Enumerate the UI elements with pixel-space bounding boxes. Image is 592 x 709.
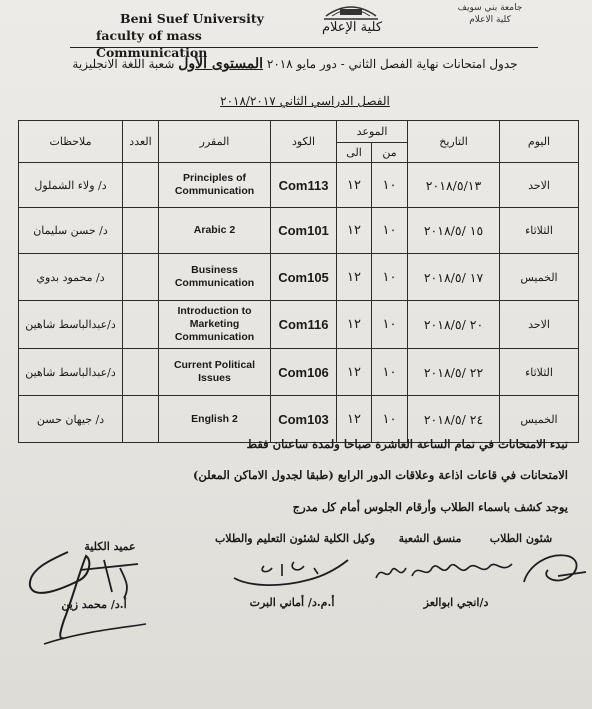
table-row (19, 163, 579, 208)
document-title (40, 56, 550, 72)
header-date: التاريخ (408, 121, 500, 163)
header-course: المقرر (159, 121, 271, 163)
exam-time-note: تبدء الامتحانات في تمام الساعة العاشرة صباحا ولمدة ساعتان فقط (246, 437, 568, 451)
coordinator-signature-icon (372, 556, 522, 586)
code-cell: Com105 (271, 253, 337, 301)
code-cell: Com106 (271, 348, 337, 396)
university-name-ar (440, 2, 540, 26)
notes-cell: د/ ولاء الشملول (19, 163, 123, 208)
university-name-en (96, 10, 286, 61)
college-name-ar: كلية الإعلام (321, 20, 383, 35)
day-cell: الاحد (500, 163, 579, 208)
vice-dean-title: وكيل الكلية لشئون التعليم والطلاب (214, 532, 376, 545)
notes-cell: د/ حسن سليمان (19, 208, 123, 253)
course-cell: Business Communication (159, 253, 271, 301)
to-cell: ١٢ (337, 208, 372, 253)
course-cell: Principles of Communication (159, 163, 271, 208)
to-cell: ١٢ (337, 163, 372, 208)
exam-location-note: الامتحانات في قاعات اذاعة وعلاقات الدور الرابع (طبقا لجدول الاماكن المعلن) (192, 468, 568, 482)
header-notes: ملاحظات (19, 121, 123, 163)
code-cell: Com103 (271, 396, 337, 443)
header-from: من (372, 143, 408, 163)
day-cell: الثلاثاء (500, 208, 579, 253)
count-cell (123, 348, 159, 396)
document-subtitle: الفصل الدراسي الثاني ٢٠١٨/٢٠١٧ (220, 94, 390, 108)
from-cell: ١٠ (372, 253, 408, 301)
university-ar-line1: جامعة بني سويف (457, 3, 523, 13)
count-cell (123, 208, 159, 253)
from-cell: ١٠ (372, 348, 408, 396)
from-cell: ١٠ (372, 163, 408, 208)
dean-name: أ.د/ محمد زين (61, 598, 127, 611)
faculty-logo-icon (320, 0, 382, 22)
table-row (19, 396, 579, 443)
to-cell: ١٢ (337, 396, 372, 443)
day-cell: الاحد (500, 301, 579, 349)
from-cell: ١٠ (372, 396, 408, 443)
vice-dean-name: أ.م.د/ أماني البرت (249, 596, 335, 609)
day-cell: الخميس (500, 253, 579, 301)
notes-cell: د/ جيهان حسن (19, 396, 123, 443)
header-divider (70, 47, 538, 48)
university-ar-line2: كلية الاعلام (469, 15, 511, 25)
date-cell: ٢٠ /٢٠١٨/٥ (408, 301, 500, 349)
header-to: الى (337, 143, 372, 163)
table-row (19, 208, 579, 253)
table-row (19, 253, 579, 301)
dean-signature-icon (20, 540, 150, 650)
student-affairs-title: شئون الطلاب (489, 532, 553, 545)
vice-dean-signature-icon (228, 552, 356, 592)
course-cell: Introduction to Marketing Communication (159, 301, 271, 349)
date-cell: ٢٤ /٢٠١٨/٥ (408, 396, 500, 443)
table-row (19, 348, 579, 396)
code-cell: Com113 (271, 163, 337, 208)
notes-cell: د/عبدالباسط شاهين (19, 348, 123, 396)
coordinator-name: د/انجي ابوالعز (423, 596, 489, 609)
date-cell: ٢٢ /٢٠١٨/٥ (408, 348, 500, 396)
notes-cell: د/ محمود بدوي (19, 253, 123, 301)
day-cell: الثلاثاء (500, 348, 579, 396)
notes-cell: د/عبدالباسط شاهين (19, 301, 123, 349)
to-cell: ١٢ (337, 301, 372, 349)
from-cell: ١٠ (372, 301, 408, 349)
count-cell (123, 301, 159, 349)
university-line: Beni Suef University (120, 11, 264, 26)
student-affairs-signature-icon (518, 546, 590, 590)
seating-list-note: يوجد كشف باسماء الطلاب وأرقام الجلوس أمام كل مدرج (292, 500, 568, 514)
title-level: المستوى الأول (178, 56, 264, 72)
from-cell: ١٠ (372, 208, 408, 253)
coordinator-title: منسق الشعبة (398, 532, 462, 545)
header-time: الموعد (337, 121, 408, 143)
dean-title: عميد الكلية (84, 540, 136, 553)
header-count: العدد (123, 121, 159, 163)
count-cell (123, 396, 159, 443)
date-cell: ١٧ /٢٠١٨/٥ (408, 253, 500, 301)
header-day: اليوم (500, 121, 579, 163)
exam-schedule-table (18, 120, 579, 443)
code-cell: Com116 (271, 301, 337, 349)
faculty-line: faculty of mass Communication (96, 28, 208, 60)
date-cell: ١٥ /٢٠١٨/٥ (408, 208, 500, 253)
title-part-1: جدول امتحانات نهاية الفصل الثاني - دور مايو ٢٠١٨ (266, 57, 518, 71)
day-cell: الخميس (500, 396, 579, 443)
course-cell: Current Political Issues (159, 348, 271, 396)
to-cell: ١٢ (337, 253, 372, 301)
title-department: شعبة اللغة الانجليزية (72, 57, 175, 71)
course-cell: Arabic 2 (159, 208, 271, 253)
header-code: الكود (271, 121, 337, 163)
course-cell: English 2 (159, 396, 271, 443)
to-cell: ١٢ (337, 348, 372, 396)
count-cell (123, 253, 159, 301)
code-cell: Com101 (271, 208, 337, 253)
date-cell: ٢٠١٨/٥/١٣ (408, 163, 500, 208)
table-row (19, 301, 579, 349)
count-cell (123, 163, 159, 208)
